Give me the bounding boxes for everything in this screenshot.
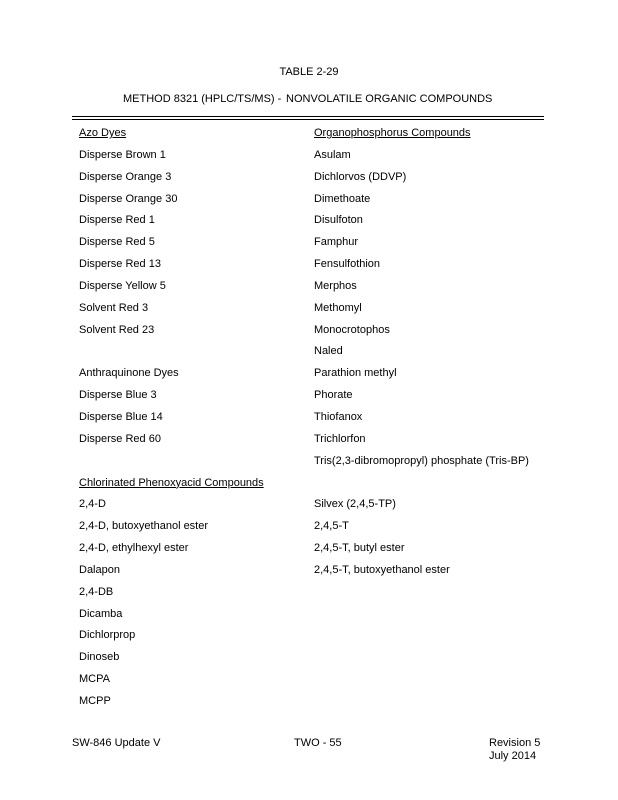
compound-item: Trichlorfon xyxy=(314,432,366,445)
compounds-label: NONVOLATILE ORGANIC COMPOUNDS xyxy=(286,93,493,105)
compound-item: Disperse Yellow 5 xyxy=(79,279,166,292)
compound-item: Disperse Red 1 xyxy=(79,214,155,227)
compound-item: Dichlorvos (DDVP) xyxy=(314,170,407,183)
compound-item: Disperse Red 60 xyxy=(79,432,161,445)
compound-item: Dichlorprop xyxy=(79,629,136,642)
compound-item: 2,4-D, butoxyethanol ester xyxy=(79,520,209,533)
compound-item: Merphos xyxy=(314,279,357,292)
blank-row xyxy=(314,476,529,498)
compound-item: Tris(2,3-dibromopropyl) phosphate (Tris-BP) xyxy=(314,454,529,467)
compound-item: Dinoseb xyxy=(79,651,120,664)
blank-row xyxy=(79,454,264,476)
compound-item: 2,4,5-T, butoxyethanol ester xyxy=(314,563,450,576)
compound-item: Disperse Red 5 xyxy=(79,236,155,249)
compound-item: Disperse Blue 14 xyxy=(79,410,163,423)
table-title: TABLE 2-29 xyxy=(279,66,339,78)
compound-item: Dalapon xyxy=(79,563,120,576)
compound-item: MCPA xyxy=(79,673,110,686)
compound-item: 2,4-D, ethylhexyl ester xyxy=(79,542,189,555)
compound-item: MCPP xyxy=(79,694,111,707)
compound-item: Monocrotophos xyxy=(314,323,390,336)
footer-page-number: TWO - 55 xyxy=(294,737,342,749)
compound-item: Asulam xyxy=(314,148,351,161)
compound-item: Famphur xyxy=(314,236,359,249)
compound-item: Dimethoate xyxy=(314,192,371,205)
compound-item: Disulfoton xyxy=(314,214,363,227)
compound-item: Dicamba xyxy=(79,607,123,620)
compound-item: Solvent Red 3 xyxy=(79,301,149,314)
column-heading: Chlorinated Phenoxyacid Compounds xyxy=(79,476,264,489)
compound-item: Disperse Orange 30 xyxy=(79,192,178,205)
method-label: METHOD 8321 (HPLC/TS/MS) - xyxy=(123,93,282,105)
column-heading: Azo Dyes xyxy=(79,127,127,139)
compound-item: 2,4,5-T, butyl ester xyxy=(314,542,405,555)
compound-item: Silvex (2,4,5-TP) xyxy=(314,498,396,511)
footer-revision xyxy=(489,737,540,763)
compound-item: Parathion methyl xyxy=(314,367,397,380)
footer-document-id: SW-846 Update V xyxy=(72,737,161,749)
footer-revision-number: Revision 5 xyxy=(489,737,541,749)
compound-item: Thiofanox xyxy=(314,410,363,423)
compound-item: Methomyl xyxy=(314,301,362,314)
footer-revision-date: July 2014 xyxy=(489,750,537,762)
compound-item: Disperse Orange 3 xyxy=(79,170,172,183)
column-heading: Organophosphorus Compounds xyxy=(314,127,471,139)
header-rule-top xyxy=(72,116,544,117)
blank-row xyxy=(79,344,264,366)
compound-item: Anthraquinone Dyes xyxy=(79,367,179,380)
right-compound-column xyxy=(314,126,529,585)
compound-item: Disperse Blue 3 xyxy=(79,389,157,402)
compound-item: 2,4-D xyxy=(79,498,106,511)
compound-item: 2,4-DB xyxy=(79,585,114,598)
compound-item: Fensulfothion xyxy=(314,258,381,271)
compound-item: Solvent Red 23 xyxy=(79,323,155,336)
left-compound-column xyxy=(79,126,264,716)
compound-item: Naled xyxy=(314,345,343,358)
compound-item: 2,4,5-T xyxy=(314,520,349,533)
header-rule-bottom xyxy=(72,119,544,120)
compound-item: Disperse Red 13 xyxy=(79,258,161,271)
compound-item: Phorate xyxy=(314,389,353,402)
compound-item: Disperse Brown 1 xyxy=(79,148,166,161)
